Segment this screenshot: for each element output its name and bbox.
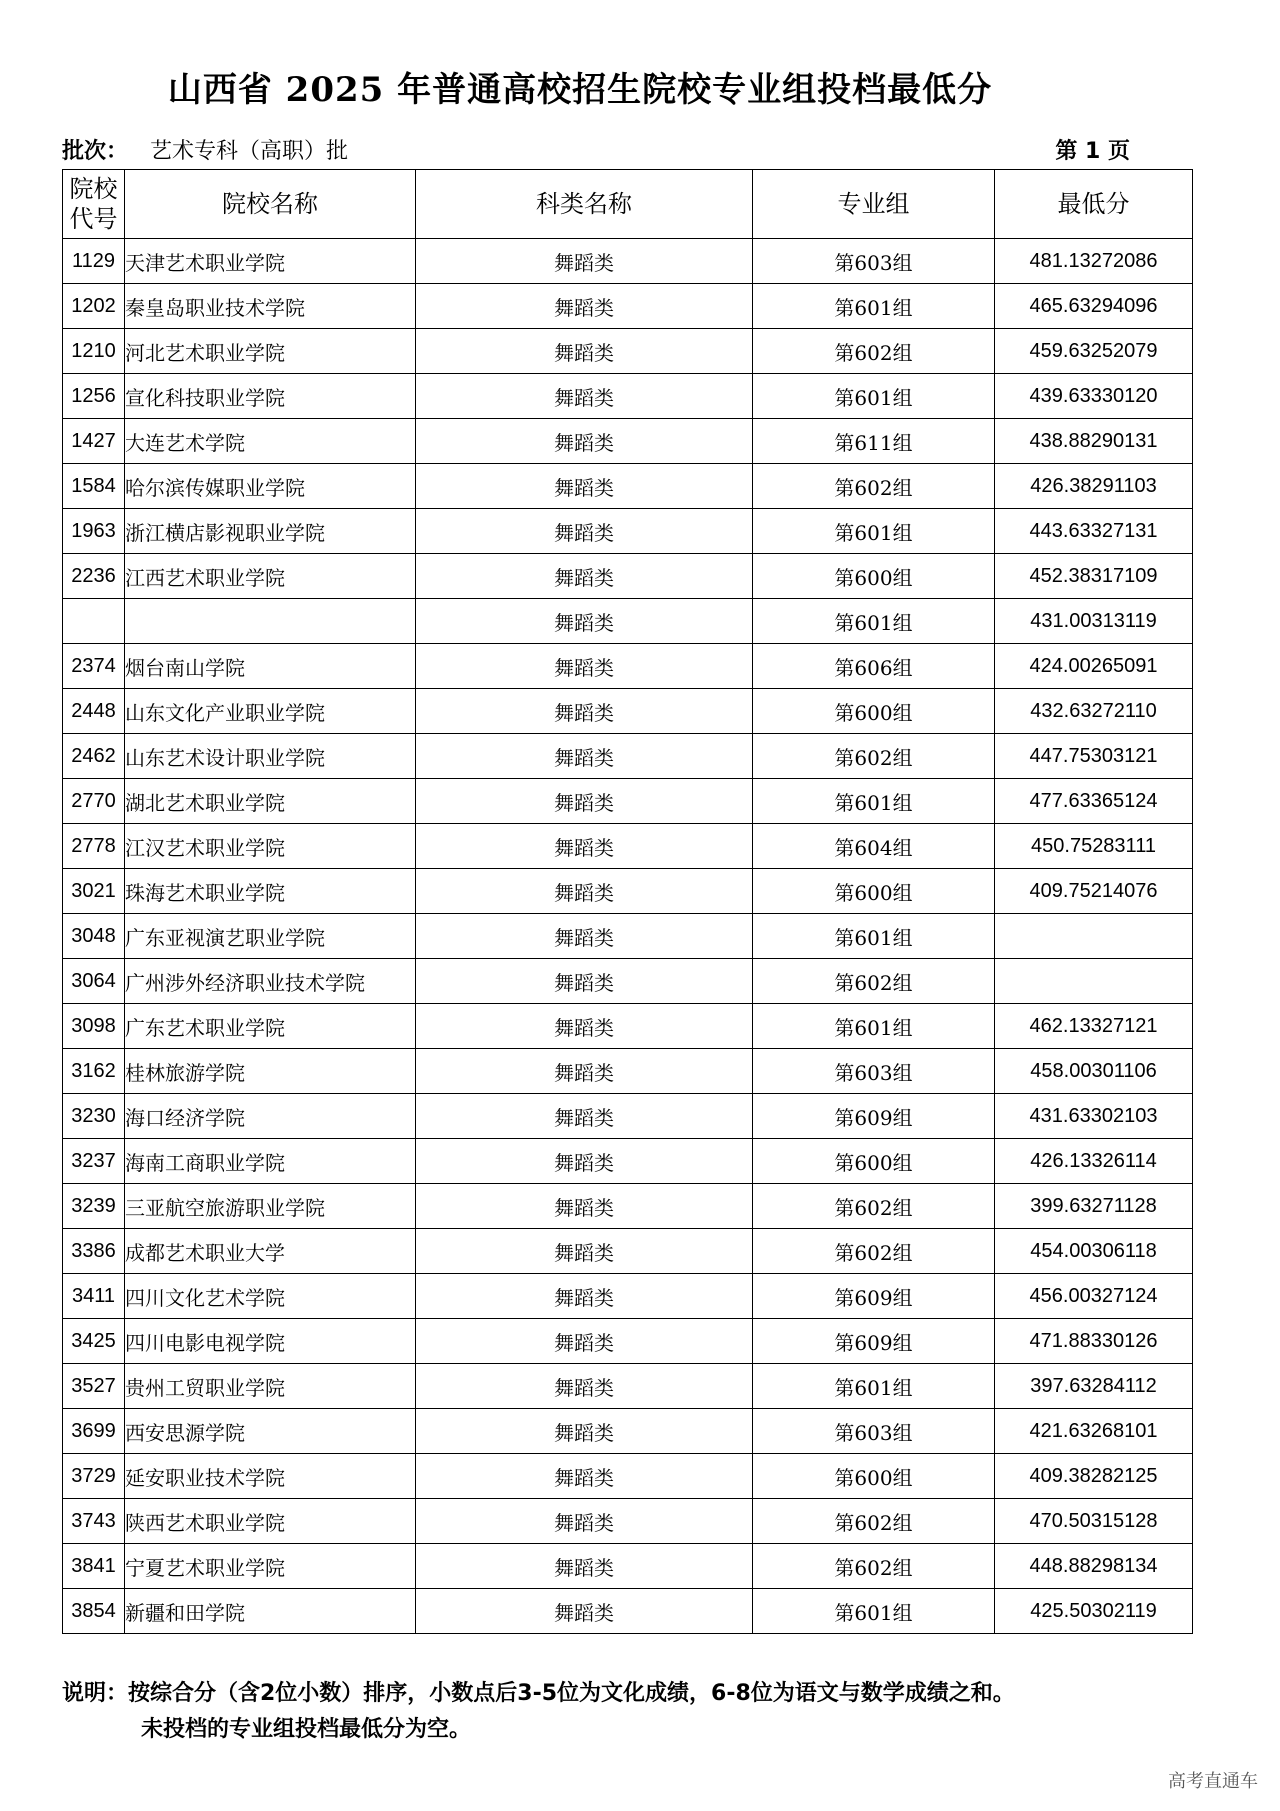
table-row bbox=[63, 1364, 1193, 1409]
table-row bbox=[63, 509, 1193, 554]
cell-category: 舞蹈类 bbox=[416, 644, 753, 689]
cell-major-group: 第609组 bbox=[753, 1319, 995, 1364]
cell-school-name: 浙江横店影视职业学院 bbox=[125, 509, 416, 554]
cell-category: 舞蹈类 bbox=[416, 779, 753, 824]
cell-school-code: 3699 bbox=[63, 1409, 125, 1454]
table-row bbox=[63, 959, 1193, 1004]
table-row bbox=[63, 284, 1193, 329]
header-school-name: 院校名称 bbox=[125, 170, 416, 239]
cell-school-code: 2236 bbox=[63, 554, 125, 599]
page-title: 山西省 2025 年普通高校招生院校专业组投档最低分 bbox=[167, 70, 993, 110]
cell-major-group: 第601组 bbox=[753, 509, 995, 554]
header-category: 科类名称 bbox=[416, 170, 753, 239]
cell-school-code: 1256 bbox=[63, 374, 125, 419]
cell-school-name: 贵州工贸职业学院 bbox=[125, 1364, 416, 1409]
cell-school-name: 大连艺术学院 bbox=[125, 419, 416, 464]
cell-major-group: 第602组 bbox=[753, 1229, 995, 1274]
cell-min-score: 431.63302103 bbox=[995, 1094, 1193, 1139]
cell-major-group: 第602组 bbox=[753, 1184, 995, 1229]
score-table bbox=[62, 169, 1193, 1634]
table-row bbox=[63, 464, 1193, 509]
table-row bbox=[63, 779, 1193, 824]
header-school-code bbox=[63, 170, 125, 239]
cell-major-group: 第611组 bbox=[753, 419, 995, 464]
table-row bbox=[63, 1454, 1193, 1499]
cell-major-group: 第601组 bbox=[753, 914, 995, 959]
cell-school-code: 2778 bbox=[63, 824, 125, 869]
cell-major-group: 第602组 bbox=[753, 959, 995, 1004]
cell-category: 舞蹈类 bbox=[416, 869, 753, 914]
header-school-code-line2: 代号 bbox=[69, 205, 118, 233]
cell-school-name: 新疆和田学院 bbox=[125, 1589, 416, 1634]
table-row bbox=[63, 599, 1193, 644]
cell-min-score: 459.63252079 bbox=[995, 329, 1193, 374]
cell-major-group: 第609组 bbox=[753, 1094, 995, 1139]
cell-school-code: 2448 bbox=[63, 689, 125, 734]
cell-school-name: 延安职业技术学院 bbox=[125, 1454, 416, 1499]
cell-school-name: 河北艺术职业学院 bbox=[125, 329, 416, 374]
cell-category: 舞蹈类 bbox=[416, 1139, 753, 1184]
cell-min-score: 450.75283111 bbox=[995, 824, 1193, 869]
cell-school-name: 哈尔滨传媒职业学院 bbox=[125, 464, 416, 509]
table-body bbox=[63, 239, 1193, 1634]
cell-min-score: 465.63294096 bbox=[995, 284, 1193, 329]
cell-school-code: 1202 bbox=[63, 284, 125, 329]
table-row bbox=[63, 644, 1193, 689]
cell-category: 舞蹈类 bbox=[416, 1004, 753, 1049]
cell-major-group: 第601组 bbox=[753, 1589, 995, 1634]
cell-category: 舞蹈类 bbox=[416, 689, 753, 734]
page-number: 第 1 页 bbox=[1055, 139, 1130, 164]
cell-school-name: 广东亚视演艺职业学院 bbox=[125, 914, 416, 959]
cell-major-group: 第600组 bbox=[753, 869, 995, 914]
table-row bbox=[63, 1139, 1193, 1184]
cell-category: 舞蹈类 bbox=[416, 914, 753, 959]
table-row bbox=[63, 1004, 1193, 1049]
cell-school-name: 西安思源学院 bbox=[125, 1409, 416, 1454]
cell-category: 舞蹈类 bbox=[416, 1589, 753, 1634]
table-row bbox=[63, 1229, 1193, 1274]
cell-min-score: 397.63284112 bbox=[995, 1364, 1193, 1409]
cell-min-score: 432.63272110 bbox=[995, 689, 1193, 734]
cell-category: 舞蹈类 bbox=[416, 239, 753, 284]
cell-school-name: 珠海艺术职业学院 bbox=[125, 869, 416, 914]
cell-min-score: 421.63268101 bbox=[995, 1409, 1193, 1454]
cell-school-name: 成都艺术职业大学 bbox=[125, 1229, 416, 1274]
table-row bbox=[63, 914, 1193, 959]
cell-min-score: 452.38317109 bbox=[995, 554, 1193, 599]
table-header-row bbox=[63, 170, 1193, 239]
cell-category: 舞蹈类 bbox=[416, 1409, 753, 1454]
cell-school-name: 桂林旅游学院 bbox=[125, 1049, 416, 1094]
cell-school-code: 3527 bbox=[63, 1364, 125, 1409]
cell-school-name: 广东艺术职业学院 bbox=[125, 1004, 416, 1049]
cell-category: 舞蹈类 bbox=[416, 1049, 753, 1094]
cell-school-name bbox=[125, 599, 416, 644]
cell-school-code: 2374 bbox=[63, 644, 125, 689]
cell-school-name: 海南工商职业学院 bbox=[125, 1139, 416, 1184]
cell-school-code: 3230 bbox=[63, 1094, 125, 1139]
cell-category: 舞蹈类 bbox=[416, 1454, 753, 1499]
cell-major-group: 第603组 bbox=[753, 239, 995, 284]
table-row bbox=[63, 1184, 1193, 1229]
cell-category: 舞蹈类 bbox=[416, 599, 753, 644]
cell-major-group: 第600组 bbox=[753, 554, 995, 599]
table-row bbox=[63, 329, 1193, 374]
cell-major-group: 第602组 bbox=[753, 1499, 995, 1544]
cell-major-group: 第606组 bbox=[753, 644, 995, 689]
cell-major-group: 第604组 bbox=[753, 824, 995, 869]
cell-min-score: 424.00265091 bbox=[995, 644, 1193, 689]
cell-category: 舞蹈类 bbox=[416, 1094, 753, 1139]
cell-school-code: 3729 bbox=[63, 1454, 125, 1499]
cell-school-code bbox=[63, 599, 125, 644]
cell-school-code: 3021 bbox=[63, 869, 125, 914]
table-row bbox=[63, 239, 1193, 284]
cell-min-score: 399.63271128 bbox=[995, 1184, 1193, 1229]
cell-school-code: 3411 bbox=[63, 1274, 125, 1319]
cell-school-code: 3386 bbox=[63, 1229, 125, 1274]
cell-major-group: 第603组 bbox=[753, 1049, 995, 1094]
batch-line bbox=[62, 134, 348, 165]
cell-school-name: 天津艺术职业学院 bbox=[125, 239, 416, 284]
watermark: 高考直通车 bbox=[1168, 1771, 1258, 1792]
batch-value: 艺术专科（高职）批 bbox=[150, 139, 349, 164]
cell-min-score: 448.88298134 bbox=[995, 1544, 1193, 1589]
cell-major-group: 第601组 bbox=[753, 1004, 995, 1049]
cell-category: 舞蹈类 bbox=[416, 464, 753, 509]
cell-category: 舞蹈类 bbox=[416, 1499, 753, 1544]
cell-school-name: 江汉艺术职业学院 bbox=[125, 824, 416, 869]
cell-major-group: 第601组 bbox=[753, 1364, 995, 1409]
cell-school-code: 2462 bbox=[63, 734, 125, 779]
cell-school-name: 秦皇岛职业技术学院 bbox=[125, 284, 416, 329]
header-school-code-line1: 院校 bbox=[69, 175, 118, 203]
cell-min-score: 431.00313119 bbox=[995, 599, 1193, 644]
table-row bbox=[63, 419, 1193, 464]
table-row bbox=[63, 734, 1193, 779]
cell-school-code: 3064 bbox=[63, 959, 125, 1004]
cell-min-score bbox=[995, 959, 1193, 1004]
cell-school-code: 3841 bbox=[63, 1544, 125, 1589]
cell-min-score: 456.00327124 bbox=[995, 1274, 1193, 1319]
cell-school-code: 3239 bbox=[63, 1184, 125, 1229]
cell-min-score: 426.38291103 bbox=[995, 464, 1193, 509]
cell-category: 舞蹈类 bbox=[416, 734, 753, 779]
cell-school-name: 烟台南山学院 bbox=[125, 644, 416, 689]
cell-category: 舞蹈类 bbox=[416, 1229, 753, 1274]
cell-school-name: 山东文化产业职业学院 bbox=[125, 689, 416, 734]
cell-min-score: 426.13326114 bbox=[995, 1139, 1193, 1184]
cell-major-group: 第600组 bbox=[753, 1454, 995, 1499]
cell-major-group: 第600组 bbox=[753, 1139, 995, 1184]
cell-school-code: 2770 bbox=[63, 779, 125, 824]
note-line-1: 说明：按综合分（含2位小数）排序，小数点后3-5位为文化成绩，6-8位为语文与数学成绩之和。 bbox=[62, 1681, 1015, 1706]
table-row bbox=[63, 689, 1193, 734]
cell-school-code: 3743 bbox=[63, 1499, 125, 1544]
cell-category: 舞蹈类 bbox=[416, 554, 753, 599]
cell-school-name: 四川文化艺术学院 bbox=[125, 1274, 416, 1319]
cell-school-code: 1584 bbox=[63, 464, 125, 509]
cell-school-name: 宁夏艺术职业学院 bbox=[125, 1544, 416, 1589]
cell-category: 舞蹈类 bbox=[416, 374, 753, 419]
table-row bbox=[63, 1409, 1193, 1454]
cell-category: 舞蹈类 bbox=[416, 1184, 753, 1229]
header-min-score: 最低分 bbox=[995, 170, 1193, 239]
cell-school-name: 海口经济学院 bbox=[125, 1094, 416, 1139]
cell-min-score: 454.00306118 bbox=[995, 1229, 1193, 1274]
cell-min-score: 438.88290131 bbox=[995, 419, 1193, 464]
cell-school-name: 宣化科技职业学院 bbox=[125, 374, 416, 419]
cell-school-code: 1129 bbox=[63, 239, 125, 284]
table-row bbox=[63, 374, 1193, 419]
cell-min-score: 447.75303121 bbox=[995, 734, 1193, 779]
cell-school-name: 陕西艺术职业学院 bbox=[125, 1499, 416, 1544]
table-row bbox=[63, 1274, 1193, 1319]
note-line-2: 未投档的专业组投档最低分为空。 bbox=[141, 1717, 472, 1742]
cell-min-score: 409.75214076 bbox=[995, 869, 1193, 914]
cell-min-score: 439.63330120 bbox=[995, 374, 1193, 419]
cell-major-group: 第603组 bbox=[753, 1409, 995, 1454]
cell-min-score: 409.38282125 bbox=[995, 1454, 1193, 1499]
cell-school-code: 3425 bbox=[63, 1319, 125, 1364]
cell-min-score: 443.63327131 bbox=[995, 509, 1193, 554]
cell-category: 舞蹈类 bbox=[416, 284, 753, 329]
cell-min-score: 425.50302119 bbox=[995, 1589, 1193, 1634]
cell-category: 舞蹈类 bbox=[416, 1274, 753, 1319]
cell-major-group: 第602组 bbox=[753, 1544, 995, 1589]
cell-school-name: 江西艺术职业学院 bbox=[125, 554, 416, 599]
cell-min-score: 462.13327121 bbox=[995, 1004, 1193, 1049]
cell-major-group: 第601组 bbox=[753, 374, 995, 419]
cell-school-code: 1210 bbox=[63, 329, 125, 374]
cell-school-code: 1963 bbox=[63, 509, 125, 554]
cell-min-score: 470.50315128 bbox=[995, 1499, 1193, 1544]
cell-major-group: 第602组 bbox=[753, 464, 995, 509]
cell-major-group: 第609组 bbox=[753, 1274, 995, 1319]
cell-category: 舞蹈类 bbox=[416, 1364, 753, 1409]
cell-major-group: 第602组 bbox=[753, 734, 995, 779]
cell-major-group: 第602组 bbox=[753, 329, 995, 374]
cell-school-code: 1427 bbox=[63, 419, 125, 464]
table-row bbox=[63, 1589, 1193, 1634]
table-row bbox=[63, 1094, 1193, 1139]
cell-school-name: 湖北艺术职业学院 bbox=[125, 779, 416, 824]
cell-school-code: 3048 bbox=[63, 914, 125, 959]
cell-min-score: 477.63365124 bbox=[995, 779, 1193, 824]
cell-major-group: 第601组 bbox=[753, 599, 995, 644]
cell-major-group: 第600组 bbox=[753, 689, 995, 734]
cell-min-score: 458.00301106 bbox=[995, 1049, 1193, 1094]
cell-school-code: 3098 bbox=[63, 1004, 125, 1049]
cell-school-name: 山东艺术设计职业学院 bbox=[125, 734, 416, 779]
table-row bbox=[63, 869, 1193, 914]
cell-school-code: 3237 bbox=[63, 1139, 125, 1184]
cell-min-score: 471.88330126 bbox=[995, 1319, 1193, 1364]
cell-category: 舞蹈类 bbox=[416, 329, 753, 374]
cell-min-score: 481.13272086 bbox=[995, 239, 1193, 284]
cell-school-name: 广州涉外经济职业技术学院 bbox=[125, 959, 416, 1004]
cell-category: 舞蹈类 bbox=[416, 1544, 753, 1589]
cell-school-code: 3162 bbox=[63, 1049, 125, 1094]
cell-major-group: 第601组 bbox=[753, 284, 995, 329]
table-row bbox=[63, 824, 1193, 869]
table-row bbox=[63, 554, 1193, 599]
cell-min-score bbox=[995, 914, 1193, 959]
cell-category: 舞蹈类 bbox=[416, 824, 753, 869]
cell-school-name: 三亚航空旅游职业学院 bbox=[125, 1184, 416, 1229]
table-row bbox=[63, 1499, 1193, 1544]
cell-category: 舞蹈类 bbox=[416, 509, 753, 554]
table-row bbox=[63, 1049, 1193, 1094]
table-row bbox=[63, 1544, 1193, 1589]
cell-school-name: 四川电影电视学院 bbox=[125, 1319, 416, 1364]
cell-category: 舞蹈类 bbox=[416, 419, 753, 464]
cell-major-group: 第601组 bbox=[753, 779, 995, 824]
cell-school-code: 3854 bbox=[63, 1589, 125, 1634]
cell-category: 舞蹈类 bbox=[416, 1319, 753, 1364]
table-row bbox=[63, 1319, 1193, 1364]
notes bbox=[62, 1676, 1015, 1748]
cell-category: 舞蹈类 bbox=[416, 959, 753, 1004]
batch-label: 批次： bbox=[62, 139, 129, 164]
header-major-group: 专业组 bbox=[753, 170, 995, 239]
